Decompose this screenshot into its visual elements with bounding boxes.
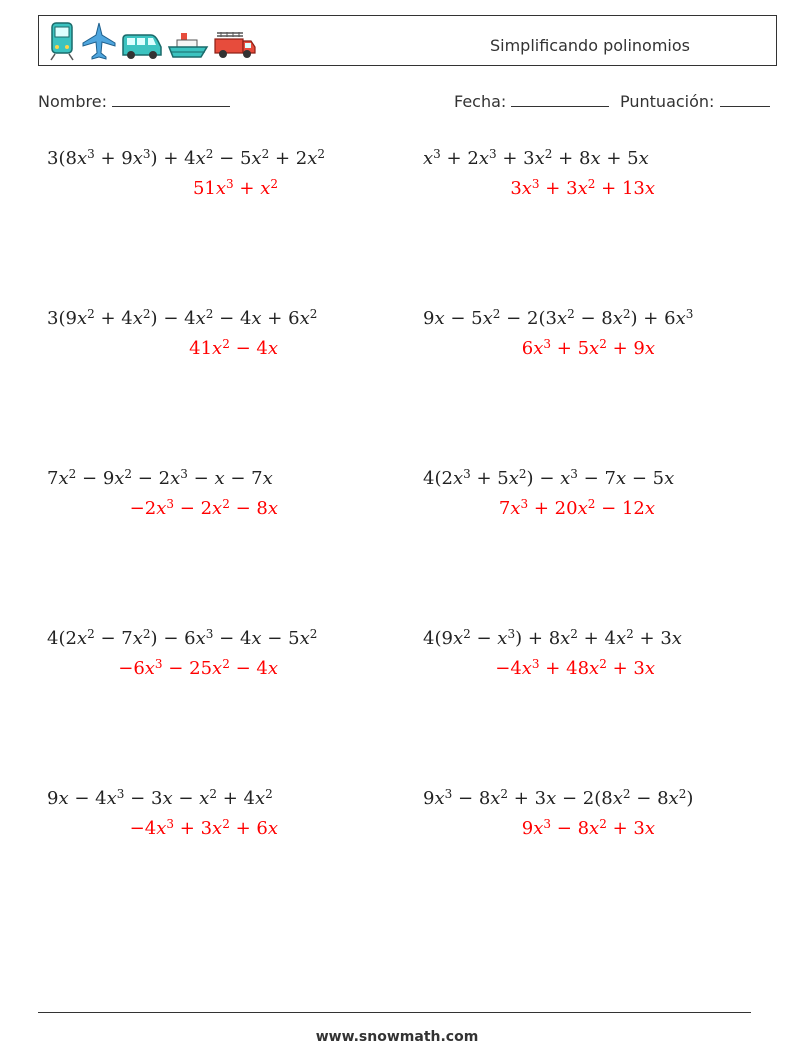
problem-4 — [423, 307, 694, 364]
problem-10 — [423, 787, 694, 844]
problem-question: $9x - 4x^3 - 3x - x^2 + 4x^2$ — [47, 787, 273, 809]
problem-answer: $6x^3 + 5x^2 + 9x$ — [521, 337, 655, 359]
score-field — [620, 92, 770, 111]
footer-site: www.snowmath.com — [315, 1029, 479, 1045]
problem-question: $3(8x^3 + 9x^3) + 4x^2 - 5x^2 + 2x^2$ — [47, 147, 326, 169]
header-box — [38, 15, 777, 66]
problem-answer: $-6x^3 - 25x^2 - 4x$ — [118, 657, 278, 679]
problem-question: $x^3 + 2x^3 + 3x^2 + 8x + 5x$ — [423, 147, 649, 169]
name-blank[interactable] — [112, 92, 230, 107]
vehicle-icons — [47, 21, 257, 61]
problem-answer: $41x^2 - 4x$ — [189, 337, 278, 359]
airplane-icon — [81, 21, 117, 61]
date-label: Fecha: — [454, 92, 507, 111]
score-blank[interactable] — [720, 92, 770, 107]
score-label: Puntuación: — [620, 92, 715, 111]
problem-3 — [47, 307, 318, 364]
ship-icon — [167, 31, 209, 61]
tram-icon — [47, 21, 77, 61]
problem-answer: $9x^3 - 8x^2 + 3x$ — [521, 817, 655, 839]
problem-answer: $51x^3 + x^2$ — [192, 177, 278, 199]
problem-answer: $-4x^3 + 48x^2 + 3x$ — [495, 657, 655, 679]
fire-truck-icon — [213, 29, 257, 61]
date-field — [454, 92, 609, 111]
name-label: Nombre: — [38, 92, 107, 111]
problem-1 — [47, 147, 326, 204]
problem-answer: $-4x^3 + 3x^2 + 6x$ — [129, 817, 278, 839]
problem-question: $4(2x^3 + 5x^2) - x^3 - 7x - 5x$ — [423, 467, 675, 489]
problem-question: $9x^3 - 8x^2 + 3x - 2(8x^2 - 8x^2)$ — [423, 787, 694, 809]
problem-2 — [423, 148, 655, 204]
problem-question: $4(2x^2 - 7x^2) - 6x^3 - 4x - 5x^2$ — [47, 627, 318, 649]
problem-answer: $7x^3 + 20x^2 - 12x$ — [498, 497, 655, 519]
name-field — [38, 92, 230, 111]
problem-8 — [423, 627, 682, 684]
van-icon — [121, 31, 163, 61]
problem-answer: $3x^3 + 3x^2 + 13x$ — [510, 177, 655, 199]
problem-5 — [47, 468, 278, 524]
footer-divider — [38, 1012, 751, 1013]
problem-question: $4(9x^2 - x^3) + 8x^2 + 4x^2 + 3x$ — [423, 627, 682, 649]
problem-9 — [47, 788, 278, 844]
problem-answer: $-2x^3 - 2x^2 - 8x$ — [129, 497, 278, 519]
page-title: Simplificando polinomios — [489, 36, 690, 55]
date-blank[interactable] — [511, 92, 609, 107]
problem-question: $7x^2 - 9x^2 - 2x^3 - x - 7x$ — [47, 467, 273, 489]
problem-question: $9x - 5x^2 - 2(3x^2 - 8x^2) + 6x^3$ — [423, 307, 694, 329]
problem-question: $3(9x^2 + 4x^2) - 4x^2 - 4x + 6x^2$ — [47, 307, 318, 329]
problem-7 — [47, 627, 318, 684]
problem-6 — [423, 467, 675, 524]
